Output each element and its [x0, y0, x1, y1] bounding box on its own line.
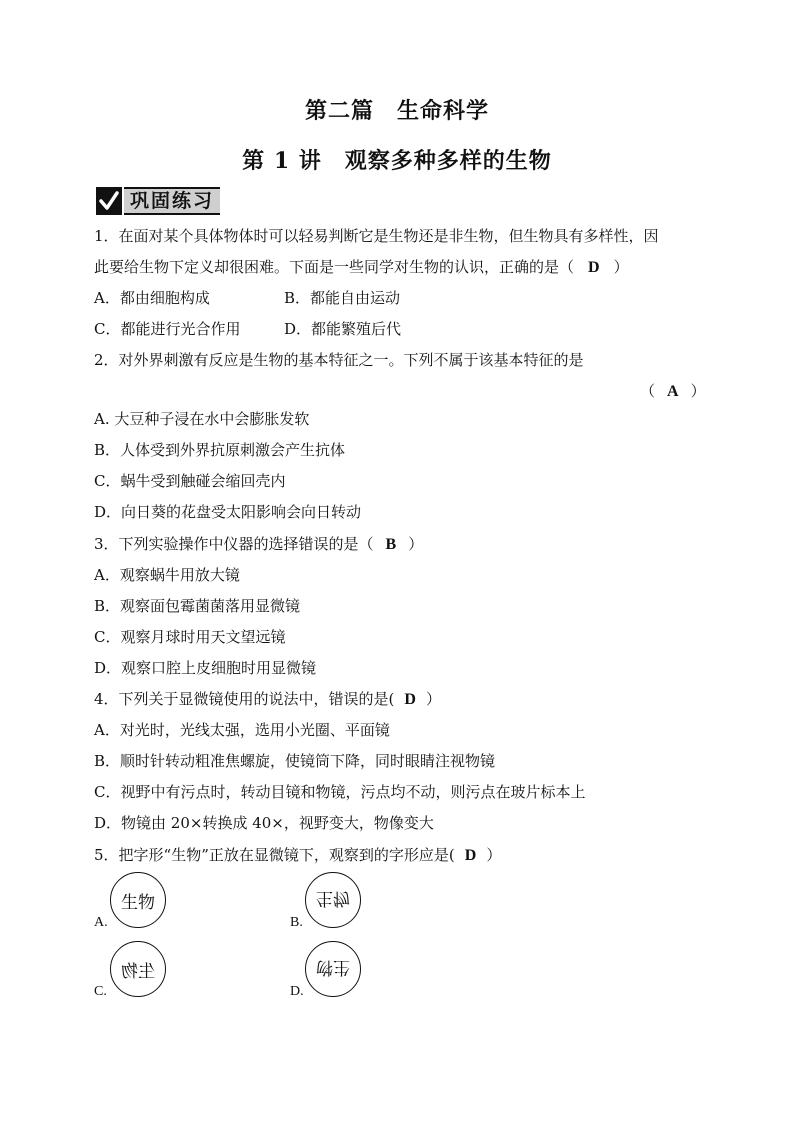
q5-option-c-glyph: 生物: [121, 961, 155, 982]
lesson-title: 第 1 讲 观察多种多样的生物: [242, 148, 552, 174]
q2-stem: 2．对外界刺激有反应是生物的基本特征之一。下列不属于该基本特征的是: [94, 351, 584, 369]
q3-option-c: C．观察月球时用天文望远镜: [94, 628, 286, 646]
q3-option-d: D．观察口腔上皮细胞时用显微镜: [94, 659, 317, 677]
checkmark-icon: [96, 187, 122, 215]
q2-option-b: B．人体受到外界抗原刺激会产生抗体: [94, 441, 346, 459]
q3-stem: 3．下列实验操作中仪器的选择错误的是（ B ）: [94, 535, 424, 553]
q4-option-d: D．物镜由 20×转换成 40×，视野变大，物像变大: [94, 814, 434, 832]
q1-stem-line1: 1．在面对某个具体物体时可以轻易判断它是生物还是非生物，但生物具有多样性，因: [94, 227, 659, 245]
q3-option-a: A．观察蜗牛用放大镜: [94, 566, 240, 584]
q1-option-b: B．都能自由运动: [284, 289, 401, 307]
q5-option-b-glyph: 生物: [316, 887, 350, 908]
q1-option-c: C．都能进行光合作用: [94, 320, 241, 338]
q2-option-d: D．向日葵的花盘受太阳影响会向日转动: [94, 503, 362, 521]
q1-option-a: A．都由细胞构成: [94, 289, 210, 307]
q3-answer: B: [385, 536, 397, 553]
q5-option-c-circle: [110, 941, 166, 997]
q5-label-d: D.: [290, 984, 304, 999]
q5-option-d-glyph: 生物: [316, 956, 350, 977]
q5-answer: D: [464, 847, 477, 864]
q5-label-a: A.: [94, 915, 108, 930]
q2-answer: A: [667, 383, 679, 400]
q2-answer-bracket: （ A ）: [640, 382, 706, 400]
q5-option-a-glyph: 生物: [121, 892, 155, 913]
banner-label: 巩固练习: [124, 187, 220, 215]
q5-option-b-circle: [305, 872, 361, 928]
q5-option-a-circle: [110, 872, 166, 928]
q1-option-d: D．都能繁殖后代: [284, 320, 402, 338]
q2-option-a: A. 大豆种子浸在水中会膨胀发软: [94, 410, 310, 428]
q4-stem: 4．下列关于显微镜使用的说法中，错误的是( D ）: [94, 690, 441, 708]
q5-stem: 5．把字形“生物”正放在显微镜下，观察到的字形应是( D ）: [94, 846, 502, 864]
practice-banner: [96, 187, 220, 215]
q4-answer: D: [404, 691, 416, 708]
q3-option-b: B．观察面包霉菌菌落用显微镜: [94, 597, 301, 615]
q5-label-b: B.: [290, 915, 303, 930]
part-title: 第二篇 生命科学: [304, 98, 489, 124]
q4-option-c: C．视野中有污点时，转动目镜和物镜，污点均不动，则污点在玻片标本上: [94, 783, 586, 801]
q1-answer: D: [588, 259, 600, 276]
q4-option-b: B．顺时针转动粗准焦螺旋，使镜筒下降，同时眼睛注视物镜: [94, 752, 496, 770]
q5-label-c: C.: [94, 984, 107, 999]
q5-option-d-circle: [305, 941, 361, 997]
q2-option-c: C．蜗牛受到触碰会缩回壳内: [94, 472, 286, 490]
q4-option-a: A．对光时，光线太强，选用小光圈、平面镜: [94, 721, 390, 739]
q1-stem-line2: 此要给生物下定义却很困难。下面是一些同学对生物的认识，正确的是（ D ）: [94, 258, 629, 276]
